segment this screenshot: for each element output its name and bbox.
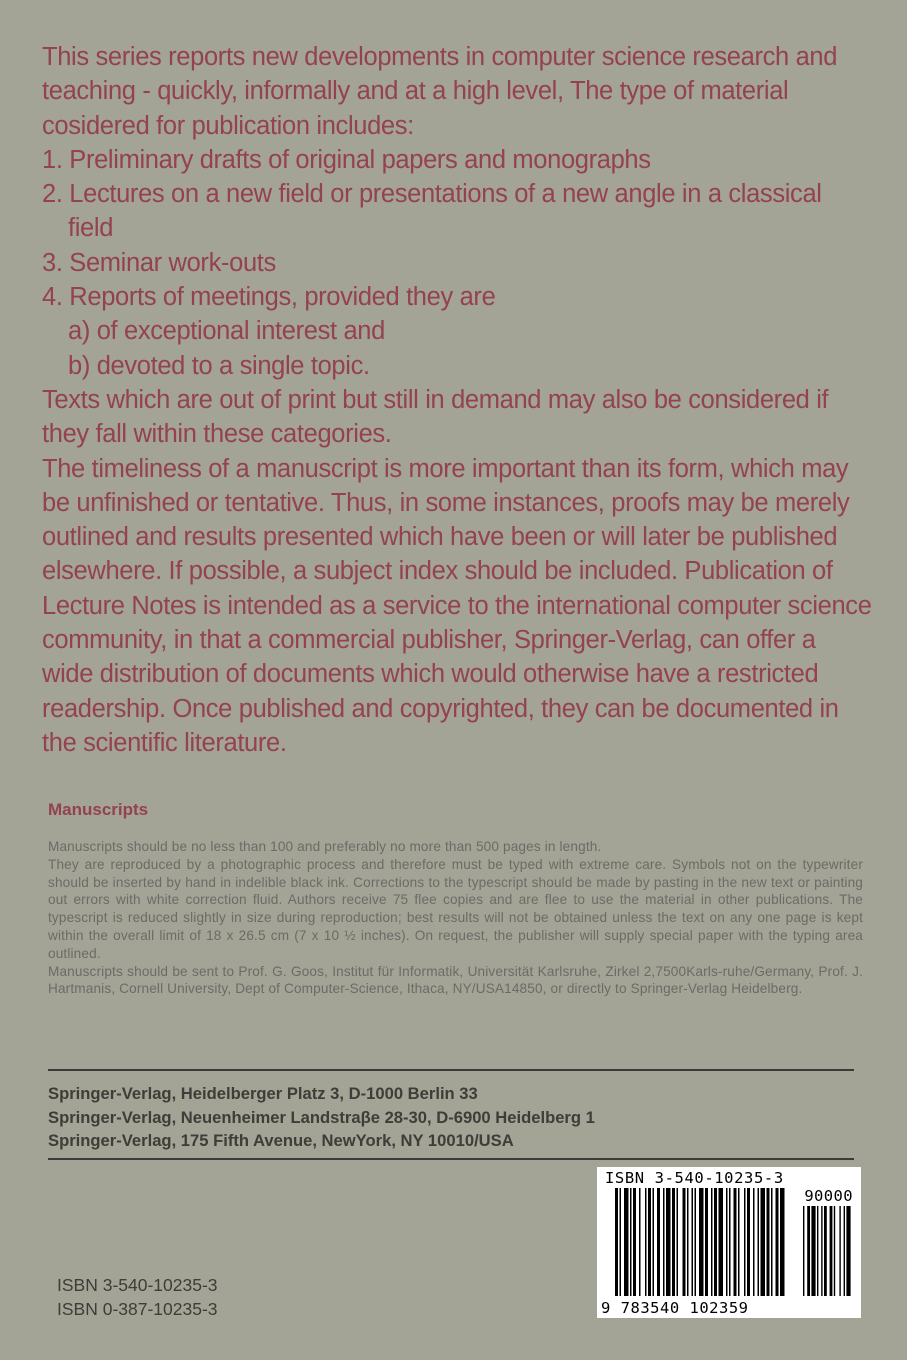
sub-list-item: a) of exceptional interest and	[68, 317, 385, 346]
manuscripts-heading: Manuscripts	[48, 800, 149, 819]
address-newyork: Springer-Verlag, 175 Fifth Avenue, NewYork, NY 10010/USA	[48, 1131, 514, 1150]
isbn-list	[57, 1273, 218, 1322]
barcode-bars-icon	[615, 1188, 853, 1296]
isbn-us: ISBN 0-387-10235-3	[57, 1299, 218, 1320]
publisher-addresses	[48, 1082, 595, 1153]
manuscripts-submission-paragraph: Manuscripts should be sent to Prof. G. Goos, Institut für Informatik, Universität Karlsruhe, Zirkel 2,7500Karls-ruhe/Germany, Prof. J. Hartmanis, Cornell University, Dept of Computer-Science, Ithaca, NY/USA14850, or directly to Springer-Verlag Heidelberg.	[48, 963, 863, 997]
timeliness-paragraph: The timeliness of a manuscript is more important than its form, which may be unfinished or tentative. Thus, in some instances, proofs may be merely outlined and results presented which have been or will later be published elsewhere. If possible, a subject index should be included. Publication of Lecture Notes is intended as a service to the international computer science community, in that a commercial publisher, Springer-Verlag, can offer a wide distribution of documents which would otherwise have a restricted readership. Once published and copyrighted, they can be documented in the scientific literature.	[42, 454, 872, 757]
intro-paragraph: This series reports new developments in computer science research and teaching - quickly, informally and at a high level, The type of material cosidered for publication includes:	[42, 43, 838, 140]
sub-list-item: b) devoted to a single topic.	[68, 351, 370, 380]
address-berlin: Springer-Verlag, Heidelberger Platz 3, D-1000 Berlin 33	[48, 1084, 478, 1103]
list-item: 4. Reports of meetings, provided they are	[42, 283, 496, 312]
list-item: 1. Preliminary drafts of original papers and monographs	[42, 145, 651, 174]
list-item-continuation: field	[68, 214, 114, 243]
barcode-digits: 9 783540 102359	[601, 1299, 749, 1317]
top-divider	[48, 1069, 854, 1071]
out-of-print-paragraph: Texts which are out of print but still in demand may also be considered if they fall within these categories.	[42, 385, 829, 449]
manuscripts-typing-paragraph: They are reproduced by a photographic process and therefore must be typed with extreme care. Symbols not on the typewriter should be inserted by hand in indelible black ink. Corrections to the typescript should be made by pasting in the new text or painting out errors with white correction fluid. Authors receive 75 flee copies and are flee to use the material in other publications. The typescript is reduced slightly in size during reproduction; best results will not be obtained unless the text on any one page is kept within the overall limit of 18 x 26.5 cm (7 x 10 ½ inches). On request, the publisher will supply special paper with the typing area outlined.	[48, 856, 863, 961]
bottom-divider	[48, 1158, 854, 1160]
isbn-german: ISBN 3-540-10235-3	[57, 1275, 218, 1295]
barcode-isbn-label: ISBN 3-540-10235-3	[605, 1169, 784, 1187]
barcode-addon-digits: 90000	[804, 1187, 853, 1205]
barcode	[597, 1167, 861, 1318]
address-heidelberg: Springer-Verlag, Neuenheimer Landstraβe 28-30, D-6900 Heidelberg 1	[48, 1107, 595, 1127]
list-item: 3. Seminar work-outs	[42, 248, 276, 277]
series-description	[42, 40, 872, 760]
manuscripts-body	[48, 838, 863, 998]
manuscripts-length-paragraph: Manuscripts should be no less than 100 and preferably no more than 500 pages in length.	[48, 839, 602, 854]
list-item: 2. Lectures on a new field or presentations of a new angle in a classical	[42, 180, 822, 209]
